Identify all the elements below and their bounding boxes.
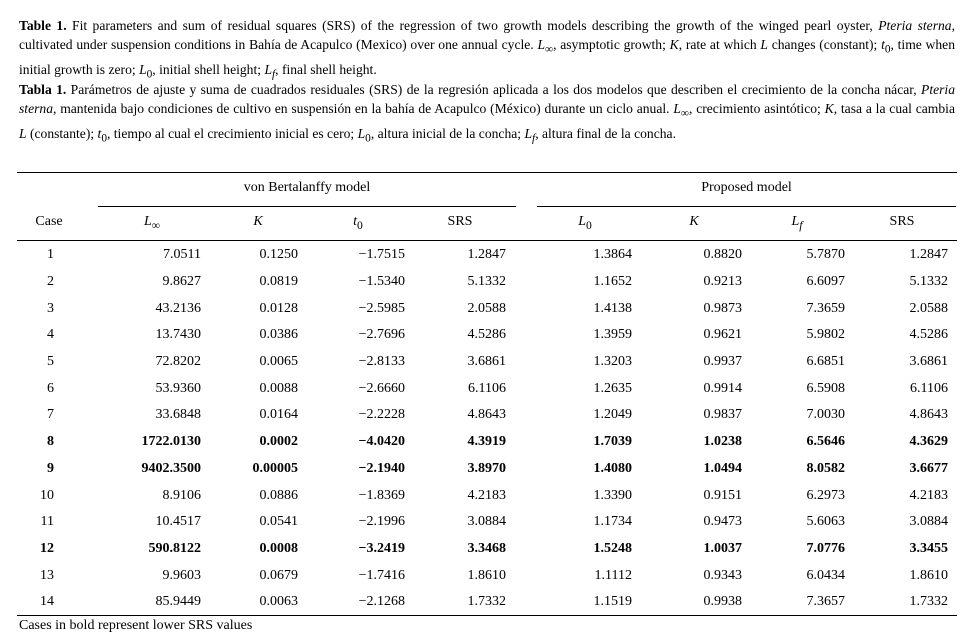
cell-l-inf: 13.7430 bbox=[155, 327, 201, 343]
cell-case: 3 bbox=[47, 300, 54, 316]
cell-l0: 1.2635 bbox=[593, 380, 632, 396]
table-row bbox=[19, 536, 948, 563]
cell-lf: 7.3657 bbox=[806, 594, 845, 610]
cell-t0: −2.1268 bbox=[358, 594, 405, 610]
col-header-k-vb: K bbox=[253, 214, 263, 229]
col-header-srs-proposed: SRS bbox=[889, 214, 915, 229]
cell-lf: 6.0434 bbox=[806, 567, 845, 583]
cell-k-proposed: 0.9914 bbox=[703, 380, 742, 396]
cell-srs-proposed: 5.1332 bbox=[909, 274, 948, 290]
cell-t0: −4.0420 bbox=[358, 434, 405, 450]
cell-t0: −2.1996 bbox=[358, 514, 405, 530]
cell-srs-vb: 2.0588 bbox=[467, 300, 506, 316]
cell-l0: 1.3959 bbox=[593, 327, 632, 343]
cell-t0: −1.7416 bbox=[358, 567, 405, 583]
cell-case: 9 bbox=[47, 460, 54, 476]
cell-srs-vb: 4.8643 bbox=[467, 407, 506, 423]
cell-l0: 1.1734 bbox=[593, 514, 632, 530]
cell-t0: −2.5985 bbox=[358, 300, 405, 316]
cell-case: 8 bbox=[47, 434, 54, 450]
cell-srs-vb: 3.3468 bbox=[467, 540, 506, 556]
cell-srs-vb: 3.0884 bbox=[467, 514, 506, 530]
cell-srs-proposed: 4.2183 bbox=[909, 487, 948, 503]
table-row bbox=[19, 322, 948, 349]
cell-srs-vb: 3.6861 bbox=[467, 354, 506, 370]
cell-srs-vb: 1.7332 bbox=[467, 594, 506, 610]
cell-k-proposed: 0.9621 bbox=[703, 327, 742, 343]
cell-srs-vb: 6.1106 bbox=[468, 380, 506, 396]
cell-case: 11 bbox=[40, 514, 54, 530]
cell-l-inf: 7.0511 bbox=[163, 247, 201, 263]
cell-k-vb: 0.0819 bbox=[259, 274, 298, 290]
cell-k-proposed: 1.0238 bbox=[703, 434, 742, 450]
cell-l-inf: 53.9360 bbox=[155, 380, 201, 396]
cell-l-inf: 9.8627 bbox=[162, 274, 201, 290]
cell-t0: −1.8369 bbox=[358, 487, 405, 503]
cell-k-proposed: 0.9873 bbox=[703, 300, 742, 316]
col-header-k-proposed: K bbox=[689, 214, 699, 229]
col-header-l0: $L_0$ bbox=[578, 214, 592, 232]
group-header-vb: von Bertalanffy model bbox=[243, 180, 371, 195]
cell-k-vb: 0.00005 bbox=[252, 460, 298, 476]
cell-k-vb: 0.0128 bbox=[259, 300, 298, 316]
cell-k-vb: 0.0541 bbox=[259, 514, 298, 530]
table-row bbox=[19, 429, 948, 456]
cell-case: 1 bbox=[47, 247, 54, 263]
cell-srs-proposed: 2.0588 bbox=[909, 300, 948, 316]
cell-t0: −2.8133 bbox=[358, 354, 405, 370]
cell-lf: 8.0582 bbox=[806, 460, 845, 476]
cell-t0: −1.7515 bbox=[358, 247, 405, 263]
cell-lf: 5.7870 bbox=[806, 247, 845, 263]
cell-srs-proposed: 4.8643 bbox=[909, 407, 948, 423]
caption-spanish: Tabla 1. Parámetros de ajuste y suma de cuadrados residuales (SRS) de la regresión aplicada a los dos modelos que describen el crecimiento de la concha nácar, Pteria sterna, mantenida bajo condiciones de cultivo en suspensión en la bahía de Acapulco (México) durante un ciclo anual. $L_\infty$, crecimiento asintótico; K, tasa a la cual cambia L (constante); $t_0$, tiempo al cual el crecimiento inicial es cero; $L_0$, altura inicial de la concha; $L_f$, altura final de la concha. bbox=[19, 82, 955, 145]
cell-srs-vb: 1.2847 bbox=[467, 247, 506, 263]
cell-lf: 6.6851 bbox=[806, 354, 845, 370]
cell-srs-vb: 4.3919 bbox=[467, 434, 506, 450]
cell-srs-vb: 4.5286 bbox=[467, 327, 506, 343]
col-header-l-inf: $L_\infty$ bbox=[143, 214, 161, 232]
cell-case: 7 bbox=[47, 407, 54, 423]
col-header-srs-vb: SRS bbox=[447, 214, 473, 229]
cell-t0: −2.2228 bbox=[358, 407, 405, 423]
cell-case: 14 bbox=[40, 594, 54, 610]
cell-l0: 1.1652 bbox=[593, 274, 632, 290]
cell-lf: 5.9802 bbox=[806, 327, 845, 343]
cell-lf: 7.0030 bbox=[806, 407, 845, 423]
cell-l0: 1.3390 bbox=[593, 487, 632, 503]
cell-case: 10 bbox=[40, 487, 54, 503]
table-row bbox=[19, 589, 948, 616]
table-row bbox=[19, 269, 948, 296]
cell-k-vb: 0.0065 bbox=[259, 354, 298, 370]
cell-t0: −1.5340 bbox=[358, 274, 405, 290]
cell-case: 5 bbox=[47, 354, 54, 370]
cell-k-vb: 0.0002 bbox=[259, 434, 298, 450]
caption-english: Table 1. Fit parameters and sum of residual squares (SRS) of the regression of two growth models describing the growth of the winged pearl oyster, Pteria sterna, cultivated under suspension conditions in Bahía de Acapulco (Mexico) over one annual cycle. $L_\infty$, asymptotic growth; K, rate at which L changes (constant); $t_0$, time when initial growth is zero; $L_0$, initial shell height; $L_f$, final shell height. bbox=[19, 18, 955, 81]
cell-k-proposed: 0.9837 bbox=[703, 407, 742, 423]
cell-k-proposed: 1.0494 bbox=[703, 460, 742, 476]
group-rule-vb bbox=[98, 206, 516, 207]
cell-k-vb: 0.0886 bbox=[259, 487, 298, 503]
cell-l-inf: 9402.3500 bbox=[141, 460, 201, 476]
cell-srs-proposed: 3.0884 bbox=[909, 514, 948, 530]
cell-k-vb: 0.0164 bbox=[259, 407, 298, 423]
cell-l-inf: 33.6848 bbox=[155, 407, 201, 423]
cell-t0: −2.6660 bbox=[358, 380, 405, 396]
cell-k-proposed: 0.9938 bbox=[703, 594, 742, 610]
cell-k-proposed: 0.9937 bbox=[703, 354, 742, 370]
cell-l0: 1.4080 bbox=[593, 460, 632, 476]
cell-k-proposed: 0.8820 bbox=[703, 247, 742, 263]
col-header-lf: $L_f$ bbox=[791, 214, 803, 232]
cell-t0: −2.7696 bbox=[358, 327, 405, 343]
cell-srs-proposed: 4.5286 bbox=[909, 327, 948, 343]
cell-l0: 1.3864 bbox=[593, 247, 632, 263]
cell-srs-vb: 3.8970 bbox=[467, 460, 506, 476]
cell-srs-proposed: 3.3455 bbox=[909, 540, 948, 556]
cell-k-proposed: 0.9213 bbox=[703, 274, 742, 290]
table-row bbox=[19, 295, 948, 322]
cell-srs-proposed: 4.3629 bbox=[909, 434, 948, 450]
cell-srs-proposed: 1.7332 bbox=[909, 594, 948, 610]
cell-l-inf: 85.9449 bbox=[155, 594, 201, 610]
cell-srs-proposed: 6.1106 bbox=[910, 380, 948, 396]
table-row bbox=[19, 402, 948, 429]
cell-k-vb: 0.0063 bbox=[259, 594, 298, 610]
cell-l0: 1.2049 bbox=[593, 407, 632, 423]
cell-k-vb: 0.0008 bbox=[259, 540, 298, 556]
cell-case: 4 bbox=[47, 327, 54, 343]
cell-k-vb: 0.0679 bbox=[259, 567, 298, 583]
cell-l-inf: 590.8122 bbox=[148, 540, 201, 556]
cell-lf: 7.3659 bbox=[806, 300, 845, 316]
cell-l-inf: 10.4517 bbox=[155, 514, 201, 530]
cell-k-proposed: 0.9473 bbox=[703, 514, 742, 530]
cell-lf: 7.0776 bbox=[806, 540, 845, 556]
cell-k-vb: 0.0088 bbox=[259, 380, 298, 396]
cell-srs-proposed: 1.2847 bbox=[909, 247, 948, 263]
cell-lf: 5.6063 bbox=[806, 514, 845, 530]
caption-es-label: Tabla 1. bbox=[19, 82, 67, 97]
cell-case: 12 bbox=[40, 540, 54, 556]
header-bottom-rule bbox=[17, 240, 957, 241]
cell-l-inf: 9.9603 bbox=[162, 567, 201, 583]
cell-srs-proposed: 1.8610 bbox=[909, 567, 948, 583]
cell-l0: 1.1112 bbox=[594, 567, 632, 583]
cell-l0: 1.5248 bbox=[593, 540, 632, 556]
cell-case: 13 bbox=[40, 567, 54, 583]
cell-case: 2 bbox=[47, 274, 54, 290]
cell-srs-proposed: 3.6861 bbox=[909, 354, 948, 370]
table-row bbox=[19, 349, 948, 376]
cell-k-proposed: 1.0037 bbox=[703, 540, 742, 556]
cell-l0: 1.3203 bbox=[593, 354, 632, 370]
cell-l-inf: 1722.0130 bbox=[141, 434, 201, 450]
data-table bbox=[19, 242, 948, 616]
cell-srs-proposed: 3.6677 bbox=[909, 460, 948, 476]
col-header-case: Case bbox=[35, 214, 63, 229]
cell-l0: 1.7039 bbox=[593, 434, 632, 450]
caption-en-label: Table 1. bbox=[19, 18, 67, 33]
cell-lf: 6.5908 bbox=[806, 380, 845, 396]
cell-k-vb: 0.1250 bbox=[259, 247, 298, 263]
cell-k-vb: 0.0386 bbox=[259, 327, 298, 343]
cell-srs-vb: 1.8610 bbox=[467, 567, 506, 583]
table-row bbox=[19, 562, 948, 589]
table-row bbox=[19, 375, 948, 402]
table-row bbox=[19, 509, 948, 536]
cell-t0: −2.1940 bbox=[358, 460, 405, 476]
table-row bbox=[19, 456, 948, 483]
table-top-rule bbox=[17, 172, 957, 173]
group-header-proposed: Proposed model bbox=[701, 180, 792, 195]
cell-l-inf: 43.2136 bbox=[155, 300, 201, 316]
cell-lf: 6.5646 bbox=[806, 434, 845, 450]
cell-srs-vb: 5.1332 bbox=[467, 274, 506, 290]
table-row bbox=[19, 482, 948, 509]
cell-k-proposed: 0.9343 bbox=[703, 567, 742, 583]
footnote: Cases in bold represent lower SRS values bbox=[19, 618, 253, 633]
col-header-t0: $t_0$ bbox=[353, 214, 363, 232]
cell-l0: 1.1519 bbox=[593, 594, 632, 610]
cell-lf: 6.2973 bbox=[806, 487, 845, 503]
cell-lf: 6.6097 bbox=[806, 274, 845, 290]
cell-l0: 1.4138 bbox=[593, 300, 632, 316]
group-rule-proposed bbox=[537, 206, 956, 207]
cell-l-inf: 8.9106 bbox=[162, 487, 201, 503]
cell-srs-vb: 4.2183 bbox=[467, 487, 506, 503]
cell-k-proposed: 0.9151 bbox=[703, 487, 742, 503]
cell-l-inf: 72.8202 bbox=[155, 354, 201, 370]
cell-t0: −3.2419 bbox=[358, 540, 405, 556]
cell-case: 6 bbox=[47, 380, 54, 396]
table-row bbox=[19, 242, 948, 269]
